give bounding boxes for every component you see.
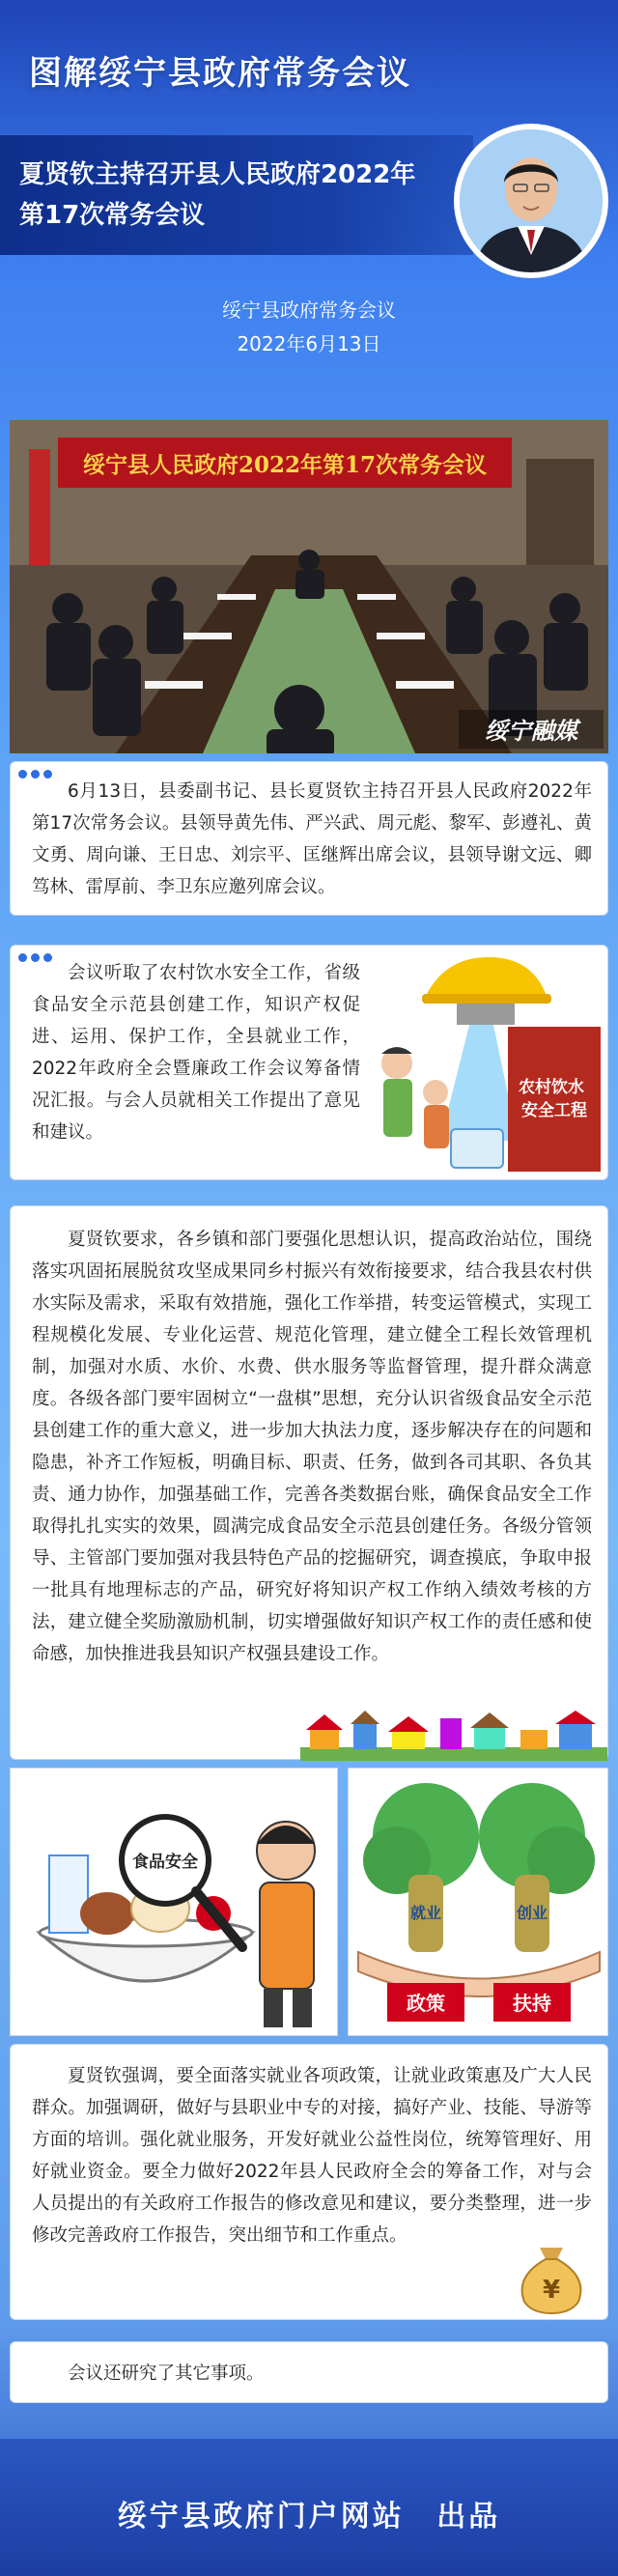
footer-credit: 绥宁县政府门户网站 出品 bbox=[117, 2500, 501, 2534]
meeting-photo bbox=[10, 420, 608, 753]
food-safety-illustration bbox=[10, 1768, 338, 2036]
tree-left-label: 就业 bbox=[409, 1904, 442, 1922]
food-safety-scene bbox=[11, 1769, 338, 2036]
closing-card bbox=[10, 2341, 608, 2403]
money-bag-symbol: ¥ bbox=[542, 2276, 561, 2305]
requirements-card bbox=[10, 1205, 608, 1760]
subtitle-line-2: 第17次常务会议 bbox=[19, 201, 206, 230]
meta-date: 2022年6月13日 bbox=[237, 332, 381, 355]
intro-paragraph: 6月13日，县委副书记、县长夏贤钦主持召开县人民政府2022年第17次常务会议。县领导黄先伟、严兴武、周元彪、黎军、彭遵礼、黄文勇、周向谦、王日忠、刘宗平、匡继辉出席会议，县领导谢文远、卿笃林、雷厚前、李卫东应邀列席会议。 bbox=[32, 781, 592, 897]
emphasis-card bbox=[10, 2044, 608, 2320]
subtitle-line-1: 夏贤钦主持召开县人民政府2022年 bbox=[19, 160, 416, 189]
town-skyline-illustration bbox=[300, 1709, 607, 1761]
food-sign-text: 食品安全 bbox=[132, 1853, 198, 1872]
water-sign-line-2: 安全工程 bbox=[521, 1101, 587, 1120]
subtitle bbox=[19, 155, 454, 236]
water-safety-illustration bbox=[368, 948, 605, 1177]
employment-illustration bbox=[348, 1768, 608, 2036]
photo-watermark: 绥宁融媒 bbox=[485, 718, 577, 745]
topics-card bbox=[10, 945, 608, 1180]
portrait-photo bbox=[454, 124, 608, 278]
policy-right-label: 扶持 bbox=[513, 1992, 551, 2015]
topics-paragraph: 会议听取了农村饮水安全工作，省级食品安全示范县创建工作，知识产权促进、运用、保护工作，全县就业工作，2022年政府全会暨廉政工作会议筹备情况汇报。与会人员就相关工作提出了意见和建议。 bbox=[32, 963, 360, 1143]
photo-banner-text: 绥宁县人民政府2022年第17次常务会议 bbox=[82, 452, 488, 478]
emphasis-paragraph: 夏贤钦强调，要全面落实就业各项政策，让就业政策惠及广大人民群众。加强调研，做好与县职业中专的对接，搞好产业、技能、导游等方面的培训。强化就业服务，开发好就业公益性岗位，统筹管理好、用好就业资金。要全力做好2022年县人民政府全会的筹备工作，对与会人员提出的有关政府工作报告的修改意见和建议，要分类整理，进一步修改完善政府工作报告，突出细节和工作重点。 bbox=[32, 2066, 592, 2246]
tree-right-label: 创业 bbox=[516, 1904, 548, 1922]
water-sign-line-1: 农村饮水 bbox=[519, 1078, 585, 1097]
intro-card bbox=[10, 761, 608, 916]
meeting-scene bbox=[10, 420, 608, 753]
page-title: 图解绥宁县政府常务会议 bbox=[29, 54, 411, 93]
policy-left-label: 政策 bbox=[407, 1992, 445, 2015]
employment-scene bbox=[349, 1769, 608, 2036]
meta-source: 绥宁县政府常务会议 bbox=[222, 298, 396, 322]
money-bag-icon bbox=[511, 2234, 592, 2315]
closing-paragraph: 会议还研究了其它事项。 bbox=[68, 2364, 265, 2384]
portrait-figure bbox=[460, 129, 603, 272]
requirements-paragraph: 夏贤钦要求，各乡镇和部门要强化思想认识，提高政治站位，围绕落实巩固拓展脱贫攻坚成果同乡村振兴有效衔接要求，结合我县农村供水实际及需求，采取有效措施，强化工作举措，转变运管模式，实现工程规模化发展、专业化运营、规范化管理，建立健全工程长效管理机制，加强对水质、水价、水费、供水服务等监督管理，提升群众满意度。各级各部门要牢固树立“一盘棋”思想，充分认识省级食品安全示范县创建工作的重大意义，进一步加大执法力度，逐步解决存在的问题和隐患，补齐工作短板，明确目标、职责、任务，做到各司其职、各负其责、通力协作，加强基础工作，完善各类数据台账，确保食品安全工作取得扎扎实实的效果，圆满完成食品安全示范县创建任务。各级分管领导、主管部门要加强对我县特色产品的挖掘研究，调查摸底，争取申报一批具有地理标志的产品，研究好将知识产权工作纳入绩效考核的方法，建立健全奖励激励机制，切实增强做好知识产权工作的责任感和使命感，加快推进我县知识产权强县建设工作。 bbox=[32, 1230, 592, 1664]
